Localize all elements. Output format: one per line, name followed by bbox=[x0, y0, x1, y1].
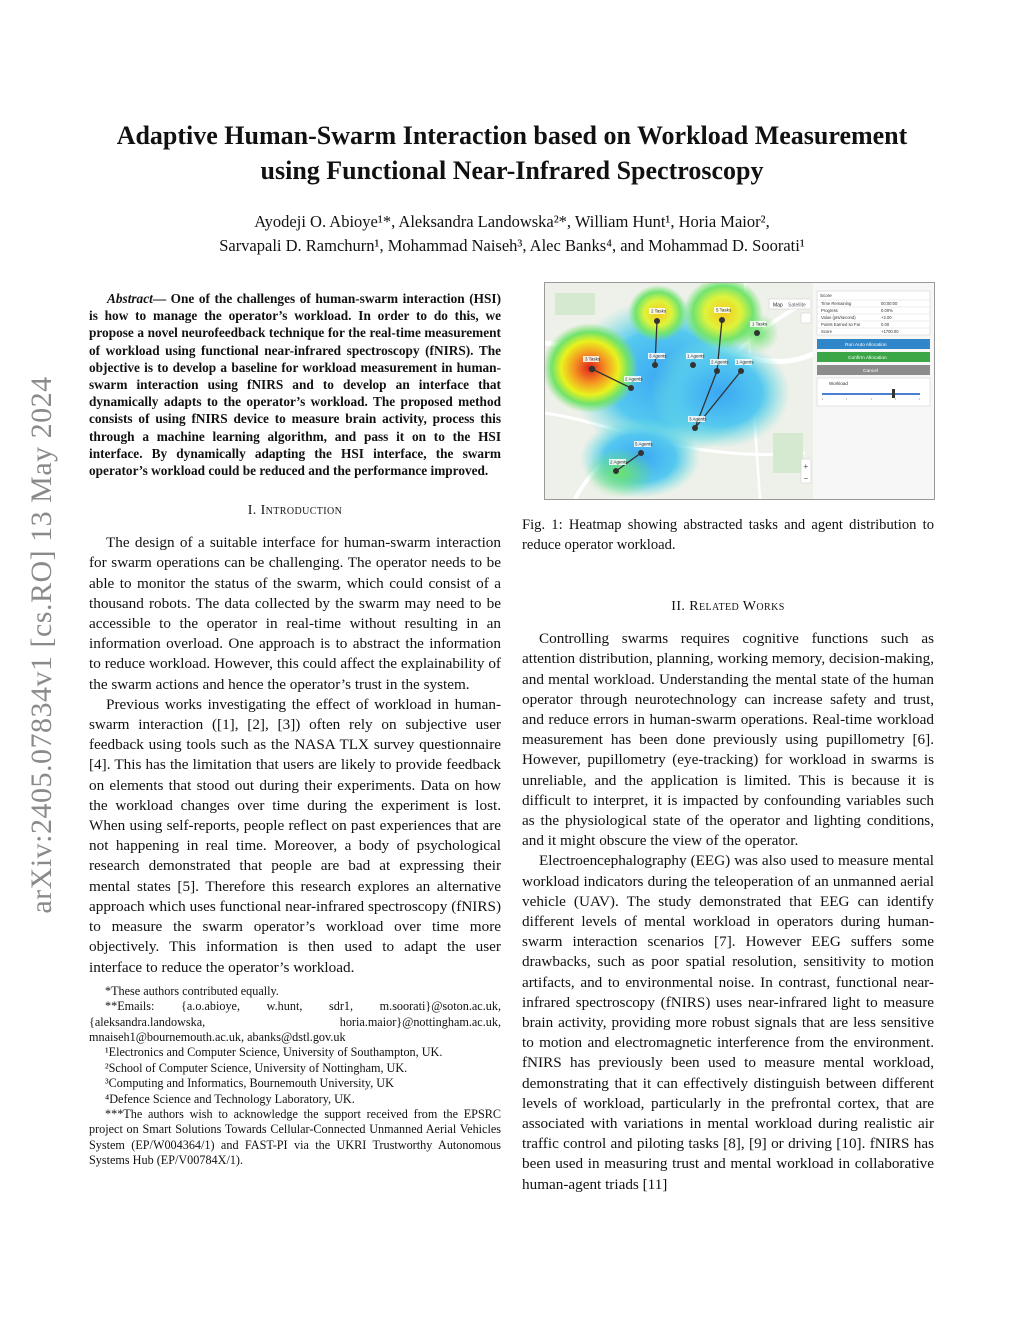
section-title: Introduction bbox=[260, 503, 343, 519]
marker-label: 3 Agents bbox=[689, 416, 707, 422]
agent-marker[interactable] bbox=[690, 362, 696, 368]
footnotes bbox=[89, 984, 501, 1169]
agent-marker[interactable] bbox=[714, 368, 720, 374]
marker-label: 5 Tasks bbox=[716, 307, 732, 313]
abstract-text: — One of the challenges of human-swarm interaction (HSI) is how to manage the operator’s workload. In order to do this, we propose a novel neurofeedback technique for the real-time measurement of workload using functional near-infrared spectroscopy (fNIRS). The objective is to develop a baseline for workload measurement in human-swarm interaction using fNIRS and to develop an interface that dynamically adapts to the operator’s workload. The proposed method consists of using fNIRS device to measure brain activity, process this through a machine learning algorithm, and pass it on to the HSI interface. By dynamically adapting the HSI interface, the swarm operator’s workload could be reduced and the performance improved. bbox=[89, 291, 501, 479]
footnote: ***The authors wish to acknowledge the support received from the EPSRC project on Smart Solutions Towards Cellular-Connected Unmanned Aerial Vehicles System (EP/W004364/1) and FAST-PI via the UKRI Trustworthy Autonomous Systems Hub (EP/V00784X/1). bbox=[89, 1106, 501, 1168]
agent-marker[interactable] bbox=[652, 362, 658, 368]
abstract-label: Abstract bbox=[107, 291, 153, 306]
task-marker[interactable] bbox=[589, 366, 595, 372]
footnote: ³Computing and Informatics, Bournemouth University, UK bbox=[105, 1076, 394, 1091]
task-marker[interactable] bbox=[654, 318, 660, 324]
arxiv-id: arXiv:2405.07834v1 [cs.RO] 13 May 2024 bbox=[25, 376, 58, 914]
agent-marker[interactable] bbox=[738, 368, 744, 374]
task-marker[interactable] bbox=[754, 330, 760, 336]
map-park bbox=[555, 293, 595, 315]
fullscreen-button[interactable] bbox=[801, 313, 811, 323]
marker-label: 1 Agents bbox=[687, 353, 705, 359]
right-column bbox=[522, 282, 934, 1195]
marker-label: 3 Tasks bbox=[585, 356, 601, 362]
marker-label: 2 Agents bbox=[625, 376, 643, 382]
map-tab-satellite[interactable]: Satellite bbox=[788, 302, 806, 309]
section-heading-related-works bbox=[522, 599, 934, 615]
marker-label: 5 Agents bbox=[635, 441, 653, 447]
paper-title bbox=[80, 118, 944, 188]
zoom-out-button[interactable]: − bbox=[803, 474, 809, 483]
section-numeral: II. bbox=[671, 599, 686, 615]
figure-caption: Fig. 1: Heatmap showing abstracted tasks and agent distribution to reduce operator workload. bbox=[522, 517, 934, 553]
cancel-label: Cancel bbox=[863, 369, 878, 374]
agent-marker[interactable] bbox=[613, 468, 619, 474]
agent-marker[interactable] bbox=[692, 425, 698, 431]
authors-line-2: Sarvapali D. Ramchurn¹, Mohammad Naiseh³, Alec Banks⁴, and Mohammad D. Soorati¹ bbox=[219, 236, 805, 255]
zoom-in-button[interactable]: + bbox=[803, 462, 809, 471]
left-column bbox=[89, 290, 501, 1169]
score-row-label: Score bbox=[821, 329, 832, 334]
heatmap-figure-svg bbox=[545, 283, 934, 499]
intro-paragraph-2: Previous works investigating the effect of workload in human-swarm interaction ([1], [2], [3]) often rely on subjective user feedback using tools such as the NASA TLX survey questionnaire [4]. This has the limitation that users are likely to provide feedback on elements that stood out during their experiments. Data on how the workload changes over time during the experiment is lost. When using self-reports, people reflect on past experiences that are not happening in real time. Moreover, a body of psychological research demonstrated that people are bad at expressing their mental states [5]. Therefore this research explores an alternative approach which uses functional near-infrared spectroscopy (fNIRS) to measure the swarm operator’s workload over time more objectively. This information is then used to adapt the user interface to reduce the operator’s workload. bbox=[89, 695, 501, 976]
workload-slider-track[interactable] bbox=[822, 393, 920, 395]
score-row-label: Value (pts/second) bbox=[821, 315, 856, 320]
score-table-header: Score bbox=[820, 293, 832, 298]
marker-label: 2 Agents bbox=[610, 459, 628, 465]
confirm-allocation-label: Confirm Allocation bbox=[848, 356, 887, 361]
arxiv-sidebar-stamp bbox=[20, 345, 64, 945]
heat-blob-low bbox=[585, 448, 655, 498]
marker-label: 3 Agents bbox=[649, 353, 667, 359]
map-tab-map[interactable]: Map bbox=[773, 302, 783, 309]
score-row-label: Time Remaining bbox=[821, 301, 852, 306]
score-row-value: +2.00 bbox=[881, 315, 892, 320]
section-title: Related Works bbox=[689, 599, 785, 615]
workload-slider-handle[interactable] bbox=[892, 389, 895, 398]
task-marker[interactable] bbox=[719, 317, 725, 323]
figure-heatmap bbox=[544, 282, 935, 500]
agent-marker[interactable] bbox=[638, 450, 644, 456]
map-park bbox=[773, 433, 803, 473]
score-table bbox=[817, 291, 930, 335]
workload-label: Workload bbox=[829, 381, 848, 386]
score-row-label: Points Earned so Far bbox=[821, 322, 861, 327]
score-row-label: Progress bbox=[821, 308, 838, 313]
run-auto-allocation-label: Run Auto Allocation bbox=[845, 343, 887, 348]
author-list bbox=[80, 210, 944, 258]
marker-label: 2 Agents bbox=[711, 359, 729, 365]
agent-marker[interactable] bbox=[628, 385, 634, 391]
intro-paragraph-1: The design of a suitable interface for human-swarm interaction for swarm operations can be challenging. The operator needs to be able to monitor the status of the swarm, which could consist of a thousand robots. The data collected by the swarm may need to be accessible to the operator in real-time without resulting in an information overload. One approach is to abstract the information to reduce workload. However, this could affect the explainability of the swarm actions and hence the operator’s trust in the system. bbox=[89, 534, 501, 693]
section-heading-introduction bbox=[89, 503, 501, 519]
title-line-1: Adaptive Human-Swarm Interaction based on Workload Measurement bbox=[116, 121, 908, 150]
authors-line-1: Ayodeji O. Abioye¹*, Aleksandra Landowska²*, William Hunt¹, Horia Maior², bbox=[254, 212, 770, 231]
marker-label: 1 Agents bbox=[736, 359, 754, 365]
score-row-value: 00:00:00 bbox=[881, 301, 898, 306]
marker-label: 2 Tasks bbox=[651, 308, 667, 314]
score-row-value: +1700.00 bbox=[881, 329, 899, 334]
related-paragraph-2: Electroencephalography (EEG) was also used to measure mental workload indicators during the teleoperation of an unmanned aerial vehicle (UAV). The study demonstrated that EEG can identify different levels of mental workload in operators during human-swarm interaction scenarios [7]. However EEG suffers some drawbacks, such as poor spatial resolution, sensitivity to motion artifacts, and to environmental noise. In contrast, functional near-infrared spectroscopy (fNIRS) uses near-infrared light to measure brain activity, providing more robust signals that are less sensitive to motion and electromagnetic interference from the environment. fNIRS has previously been used to measure mental workload, demonstrating that it can effectively distinguish between different levels of workload, particularly in the prefrontal cortex, that are associated with variations in mental workload during realistic air traffic control and piloting tasks [8], [9] or driving [10]. fNIRS has been used in measuring trust and mental workload in collaborative human-agent triads [11] bbox=[522, 852, 934, 1193]
footnote: *These authors contributed equally. bbox=[105, 983, 279, 998]
score-row-value: 0.00 bbox=[881, 322, 890, 327]
section-numeral: I. bbox=[247, 503, 257, 519]
footnote: ⁴Defence Science and Technology Laboratory, UK. bbox=[105, 1091, 355, 1106]
abstract bbox=[89, 290, 501, 479]
related-paragraph-1: Controlling swarms requires cognitive functions such as attention distribution, planning, working memory, decision-making, and mental workload. Understanding the mental state of the human operator through neurotechnology can increase safety and trust, and reduce errors in human-swarm operations. Real-time workload measurement has been done previously using pupillometry [6]. However, pupillometry (eye-tracking) for workload in swarms is unreliable, and the application is limited. This is because it is difficult to interpret, it is impacted by confounding variables such as the physiological state of the operator and lighting conditions, and it might obscure the view of the operator. bbox=[522, 630, 934, 850]
marker-label: 1 Tasks bbox=[752, 321, 768, 327]
score-row-value: 0.00% bbox=[881, 308, 893, 313]
title-line-2: using Functional Near-Infrared Spectroscopy bbox=[260, 156, 764, 185]
footnote: ¹Electronics and Computer Science, University of Southampton, UK. bbox=[105, 1045, 443, 1060]
footnote: **Emails: {a.o.abioye, w.hunt, sdr1, m.soorati}@soton.ac.uk, {aleksandra.landowska, horia.maior}@nottingham.ac.uk, mnaiseh1@bournemouth.ac.uk, abanks@dstl.gov.uk bbox=[89, 999, 501, 1044]
footnote: ²School of Computer Science, University of Nottingham, UK. bbox=[105, 1060, 408, 1075]
